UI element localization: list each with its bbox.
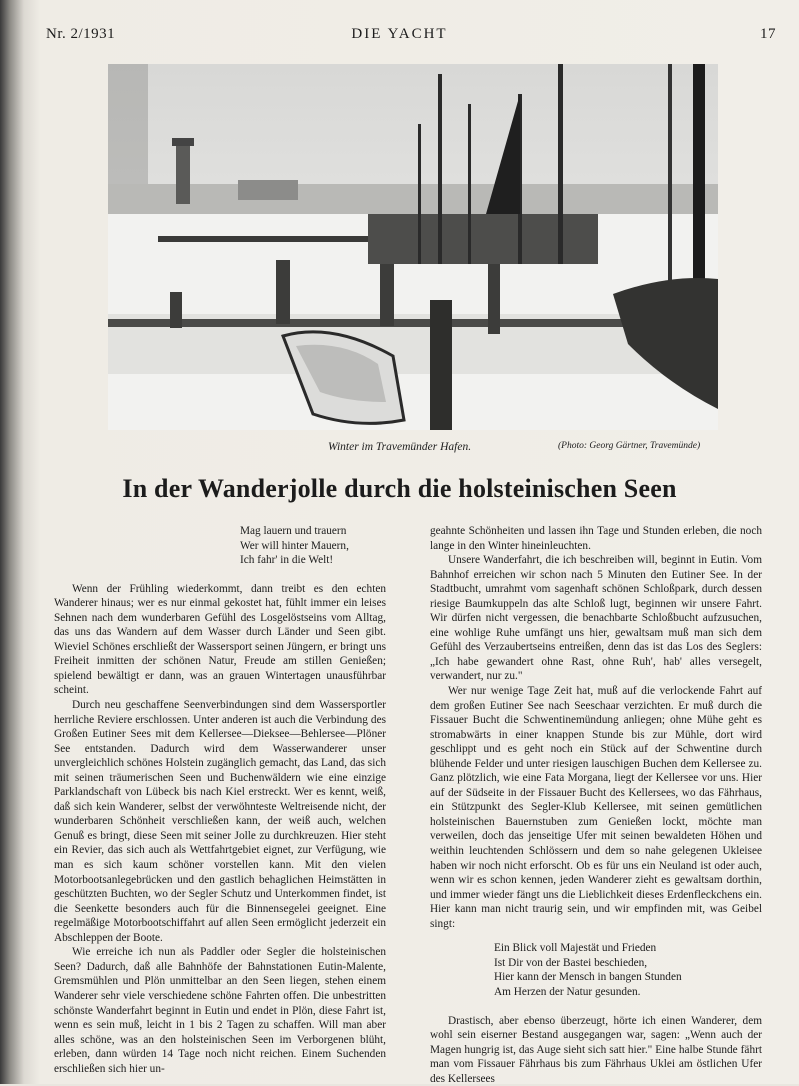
page-number: 17 — [760, 26, 776, 43]
photo-credit: (Photo: Georg Gärtner, Travemünde) — [558, 441, 700, 451]
paragraph: Wie erreiche ich nun als Paddler oder Segler die holsteinischen Seen? Dadurch, daß alle Bahnhöfe der Bahnstationen Eutin-Malente, Gremsmühlen und Plön unmittelbar an den Seen liegen, stehen einem Wanderer sehr viele verschiedene schöne Fahrten offen. Die unbestritten schönste Wanderfahrt beginnt in Eutin und endet in Plön, diese Fahrt ist, wenn es sein muß, leicht in 1 bis 2 Tagen zu schaffen. Will man aber alles schöne, was an den holsteinischen Seen im Verborgenen blüht, erleben, dann würden 14 Tage noch nicht reichen. Einem Suchenden erschließen sich hier un- — [54, 945, 386, 1076]
paragraph: Durch neu geschaffene Seenverbindungen sind dem Wassersportler herrliche Reviere erschlossen. Unter anderen ist auch die Verbindung des Großen Eutiner Sees mit dem Kellersee—Dieksee—Behlersee—Plöner See entstanden. Dadurch wird dem Wasserwanderer unser unvergleichlich schönes Holstein zugänglich gemacht, das Land, das sich mit seinen träumerischen Seen und Buchenwäldern wie eine einzige Parklandschaft von Lübeck bis nach Kiel erstreckt. Wer es kennt, weiß, daß sich kein Wanderer, selbst der verwöhnteste Weltreisende nicht, der wunderbaren Schönheit verschließen kann, der weiß auch, welchen Genuß es bringt, diese Seen mit seiner Jolle zu durchkreuzen. Hier steht ein Revier, das sich auch als Wettfahrtgebiet eignet, zur Verfügung, wie man es sich kaum schöner vorstellen kann. Mit den vielen Motorbootsanlegebrücken und den gastlich behaglichen Heimstätten in geschützten Buchten, wo der Segler Schutz und Unterkommen findet, ist die Seenkette besonders auch für die Binnensegelei geeignet. Eine regelmäßige Motorbootschiffahrt auf allen Seen ermöglicht jederzeit ein Abschleppen der Boote. — [54, 698, 386, 945]
paragraph: Drastisch, aber ebenso überzeugt, hörte ich einen Wanderer, dem wohl sein eiserner Bestand ausgegangen war, sagen: „Wenn auch der Magen hungrig ist, das Auge sieht sich satt hier." Eine halbe Stunde fährt man vom Fissauer Fährhaus bis zum Fährhaus Uklei am östlichen Ufer des Kellersees — [430, 1014, 762, 1086]
magazine-title: DIE YACHT — [0, 26, 799, 43]
epigraph-line: Mag lauern und trauern — [240, 524, 386, 539]
paragraph: geahnte Schönheiten und lassen ihn Tage und Stunden erleben, die noch lange in den Winter hineinleuchten. — [430, 524, 762, 553]
issue-number: Nr. 2/1931 — [46, 26, 115, 43]
poem-line: Ein Blick voll Majestät und Frieden — [494, 941, 762, 956]
geibel-poem — [430, 941, 762, 999]
epigraph-line: Ich fahr' in die Welt! — [240, 553, 386, 568]
paragraph: Unsere Wanderfahrt, die ich beschreiben will, beginnt in Eutin. Vom Bahnhof erreichen wir schon nach 5 Minuten den Eutiner See. In der Stadtbucht, umrahmt vom sagenhaft schönen Schloßpark, durch dessen riesige Baumkuppeln das alte Schloß lugt, beginnen wir unsere Fahrt. Wir dürfen nicht vergessen, die benachbarte Schloßbucht aufzusuchen, eine wohlige Ruhe umfängt uns hier, gewaltsam muß man sich dem Gefühl des Verzaubertseins entreißen, denn das ist das Los des Seglers: „Ich habe gewandert ohne Rast, ohne Ruh', hab' alles versegelt, verwandert, nur zu." — [430, 553, 762, 684]
photo-caption: Winter im Travemünder Hafen. — [328, 441, 471, 453]
paragraph: Wer nur wenige Tage Zeit hat, muß auf die verlockende Fahrt auf dem großen Eutiner See nach Seeschaar verzichten. Er muß durch die Fissauer Bucht die Schwentinemündung anliegen; ohne Mühe geht es stromabwärts in einer knappen Stunde bis zur Mühle, dort wird geschlippt und es geht noch ein Stück auf der Schwentine durch blühende Felder und unter riesigen lauschigen Buchen dem Kellersee zu. Ganz plötzlich, wie eine Fata Morgana, liegt der Kellersee vor uns. Hier auf der Südseite in der Fissauer Bucht des Kellersees, wo das Fährhaus, ein Stützpunkt des Segler-Klub Kellersee, mit seinen gemütlichen holsteinischen Bauernstuben zum Genießen lockt, möchte man verweilen, doch das jenseitige Ufer mit seinen bewaldeten Höhen und weithin leuchtenden Schlössern und dem so nahe gelegenen Ukleisee haben wir noch nicht erforscht. Ob es für uns ein Neuland ist oder auch, wenn wir es schon kennen, jeden Wanderer zieht es gewaltsam dorthin, und immer wieder fängt uns die Lieblichkeit dieses Erdenfleckchens ein. Hier kann man nicht traurig sein, und wir empfinden mit, was Geibel singt: — [430, 684, 762, 931]
poem-line: Hier kann der Mensch in bangen Stunden — [494, 970, 762, 985]
epigraph — [54, 524, 386, 568]
poem-line: Ist Dir von der Bastei beschieden, — [494, 956, 762, 971]
epigraph-line: Wer will hinter Mauern, — [240, 539, 386, 554]
poem-line: Am Herzen der Natur gesunden. — [494, 985, 762, 1000]
paragraph: Wenn der Frühling wiederkommt, dann treibt es den echten Wanderer hinaus; wer es nur einmal gekostet hat, fühlt immer ein leises Sehnen nach dem wunderbaren Gefühl des Losgelöstseins vom Alltag, das uns das Wandern auf dem Wasser durch Länder und Seen gibt. Wieviel Schönes erschließt der Wassersport seinen Jüngern, er bringt uns Freiheit inmitten der schönen Natur, Freude am stillen Genießen; spielend bewältigt er dann, was an grauen Wintertagen unausführbar scheint. — [54, 582, 386, 698]
left-column — [54, 524, 386, 1076]
right-column — [430, 524, 762, 1086]
harbor-photo — [108, 64, 718, 430]
article-title: In der Wanderjolle durch die holsteinischen Seen — [0, 474, 799, 504]
